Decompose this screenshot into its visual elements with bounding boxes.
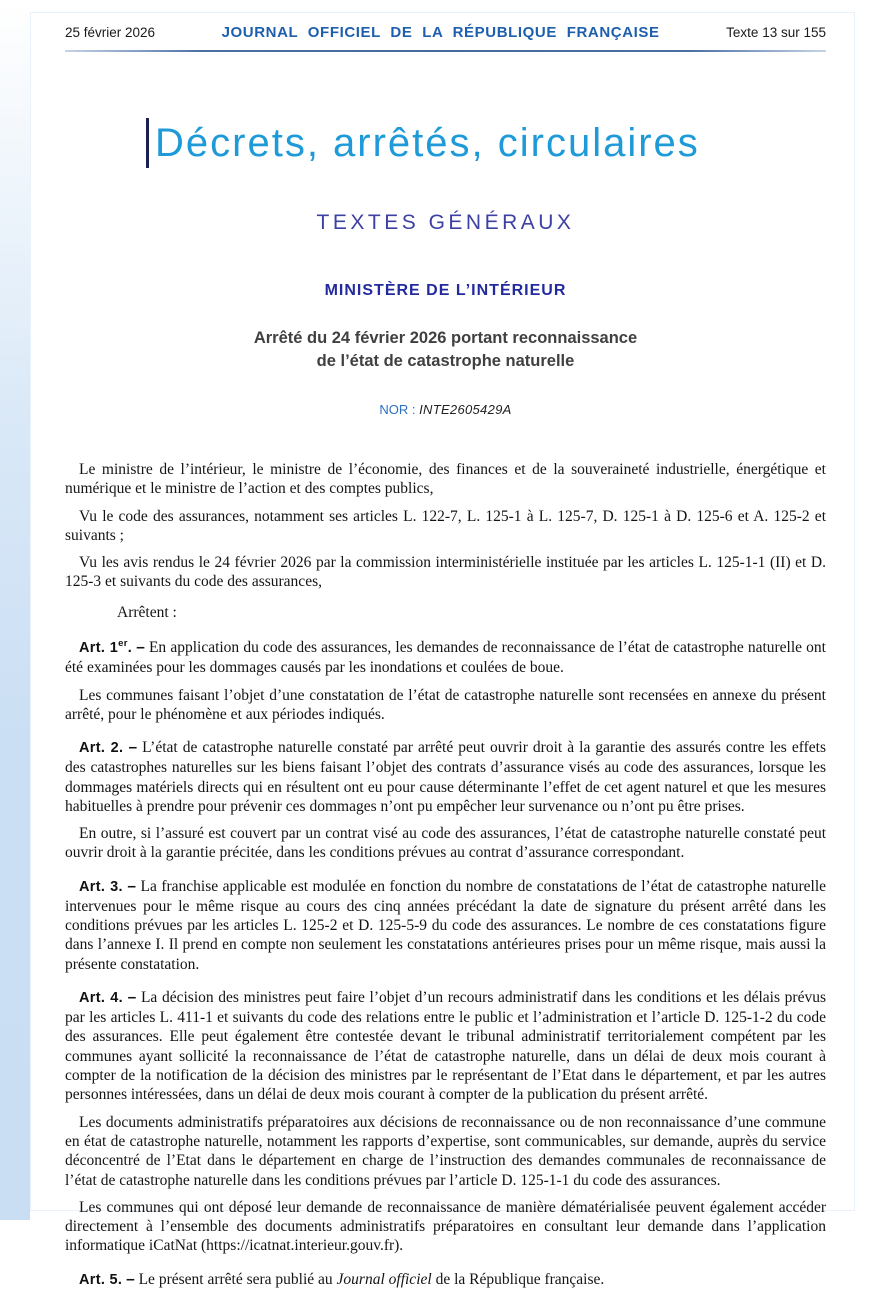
article-1-paragraph-2: Les communes faisant l’objet d’une constatation de l’état de catastrophe naturelle sont recensées en annexe du présent arrêté, pour le phénomène et aux périodes indiqués. xyxy=(65,686,826,723)
article-4-label: Art. 4. xyxy=(79,989,123,1006)
nor-label: NOR : xyxy=(379,402,420,417)
preamble-vu-1: Vu le code des assurances, notamment ses articles L. 122-7, L. 125-1 à L. 125-7, D. 125-1 à D. 125-6 et A. 125-2 et suivants ; xyxy=(65,507,826,544)
article-4-text: La décision des ministres peut faire l’objet d’un recours administratif dans les conditions et les délais prévus par les articles L. 411-1 et suivants du code des relations entre le public et l’administration et l’article D. 125-1-2 du code des assurances. Elle peut également être contestée devant le tribunal administratif territorialement compétent par les communes ayant sollicité la reconnaissance de l’état de catastrophe naturelle, dans un délai de deux mois courant à compter de la notification de la décision des ministres par le représentant de l’Etat dans le département, et par les autres personnes intéressées, dans un délai de deux mois courant à compter de la publication du présent arrêté. xyxy=(65,988,826,1104)
nor-line xyxy=(65,402,826,417)
journal-page xyxy=(30,12,855,1288)
decree-title-line1: Arrêté du 24 février 2026 portant reconnaissance xyxy=(253,329,638,347)
header-rule xyxy=(65,50,826,52)
preamble-vu-2: Vu les avis rendus le 24 février 2026 par la commission interministérielle instituée par les articles L. 125-1-1 (II) et D. 125-3 et suivants du code des assurances, xyxy=(65,554,826,591)
article-5-text-before: Le présent arrêté sera publié au xyxy=(138,1270,337,1288)
article-2-text: L’état de catastrophe naturelle constaté par arrêté peut ouvrir droit à la garantie des assurés contre les effets des catastrophes naturelles sur les biens faisant l’objet des contrats d’assurance visés au code des assurances, lorsque les dommages matériels directs qui en résultent ont eu pour cause déterminante l’effet de cet agent naturel et que les mesures habituelles à prendre pour prévenir ces dommages n’ont pu empêcher leur survenance ou n’ont pu être prises. xyxy=(65,738,827,815)
left-gradient-bar xyxy=(0,0,30,1220)
article-1-label: Art. 1er. xyxy=(79,638,133,656)
enacting-formula: Arrêtent : xyxy=(117,603,177,621)
decree-title-line2: de l’état de catastrophe naturelle xyxy=(316,352,575,370)
article-4-paragraph-3: Les communes qui ont déposé leur demande de reconnaissance de manière dématérialisée peuvent également accéder directement à l’ensemble des documents administratifs préparatoires en consultant leur demande dans l’application informatique iCatNat (https://icatnat.interieur.gouv.fr). xyxy=(65,1198,826,1255)
article-dash: – xyxy=(136,638,145,656)
journal-title: JOURNAL OFFICIEL DE LA RÉPUBLIQUE FRANÇAISE xyxy=(221,24,660,41)
article-3-paragraph-1 xyxy=(65,873,826,974)
article-dash: – xyxy=(127,877,136,895)
section-title: Décrets, arrêtés, circulaires xyxy=(155,121,700,165)
ministry-heading: MINISTÈRE DE L’INTÉRIEUR xyxy=(324,282,567,299)
subsection-title: TEXTES GÉNÉRAUX xyxy=(316,211,575,234)
section-title-row xyxy=(146,118,826,168)
header-date: 25 février 2026 xyxy=(65,25,156,40)
article-1-text: En application du code des assurances, les demandes de reconnaissance de l’état de catastrophe naturelle ont été examinées pour les dommages causés par les inondations et coulées de boue. xyxy=(65,638,826,677)
article-5-text-after: de la République française. xyxy=(431,1270,605,1288)
section-title-bar xyxy=(146,118,149,168)
article-2-label: Art. 2. xyxy=(79,739,124,756)
preamble-ministers: Le ministre de l’intérieur, le ministre de l’économie, des finances et de la souveraineté industrielle, énergétique et numérique et le ministre de l’action et des comptes publics, xyxy=(65,461,826,498)
article-4-paragraph-1 xyxy=(65,984,826,1105)
article-2-paragraph-1 xyxy=(65,734,826,816)
texte-number: Texte 13 sur 155 xyxy=(726,25,826,40)
article-2-paragraph-2: En outre, si l’assuré est couvert par un contrat visé au code des assurances, l’état de catastrophe naturelle constaté peut ouvrir droit à la garantie précitée, dans les conditions prévues au contrat d’assurance correspondant. xyxy=(65,825,826,862)
article-1-paragraph-1 xyxy=(65,634,826,677)
page-header xyxy=(65,24,826,41)
article-3-label: Art. 3. xyxy=(79,878,123,895)
article-dash: – xyxy=(127,988,137,1006)
article-3-text: La franchise applicable est modulée en fonction du nombre de constatations de l’état de catastrophe naturelle intervenues pour le même risque au cours des cinq années précédant la date de signature du présent arrêté dans les conditions prévues par les articles L. 125-2 et D. 125-5-9 du code des assurances. Le nombre de ces constatations figure dans l’annexe I. Il prend en compte non seulement les constatations antérieures prises pour un même risque, mais aussi la présente constatation. xyxy=(65,877,827,973)
article-dash: – xyxy=(128,738,138,756)
nor-value: INTE2605429A xyxy=(419,402,512,417)
article-4-paragraph-2: Les documents administratifs préparatoires aux décisions de reconnaissance ou de non reconnaissance d’une commune en état de catastrophe naturelle, notamment les rapports d’expertise, sont communicables, sur demande, auprès du service déconcentré de l’Etat dans le département en charge de l’instruction des demandes communales de reconnaissance de l’état de catastrophe naturelle dans les conditions prévues par l’article D. 125-1-1 du code des assurances. xyxy=(65,1113,826,1189)
document-body xyxy=(65,460,826,1290)
decree-title xyxy=(65,327,826,373)
article-5-paragraph-1 xyxy=(65,1266,826,1290)
journal-officiel-italic: Journal officiel xyxy=(336,1270,432,1288)
article-5-label: Art. 5. xyxy=(79,1271,123,1288)
article-dash: – xyxy=(126,1270,135,1288)
